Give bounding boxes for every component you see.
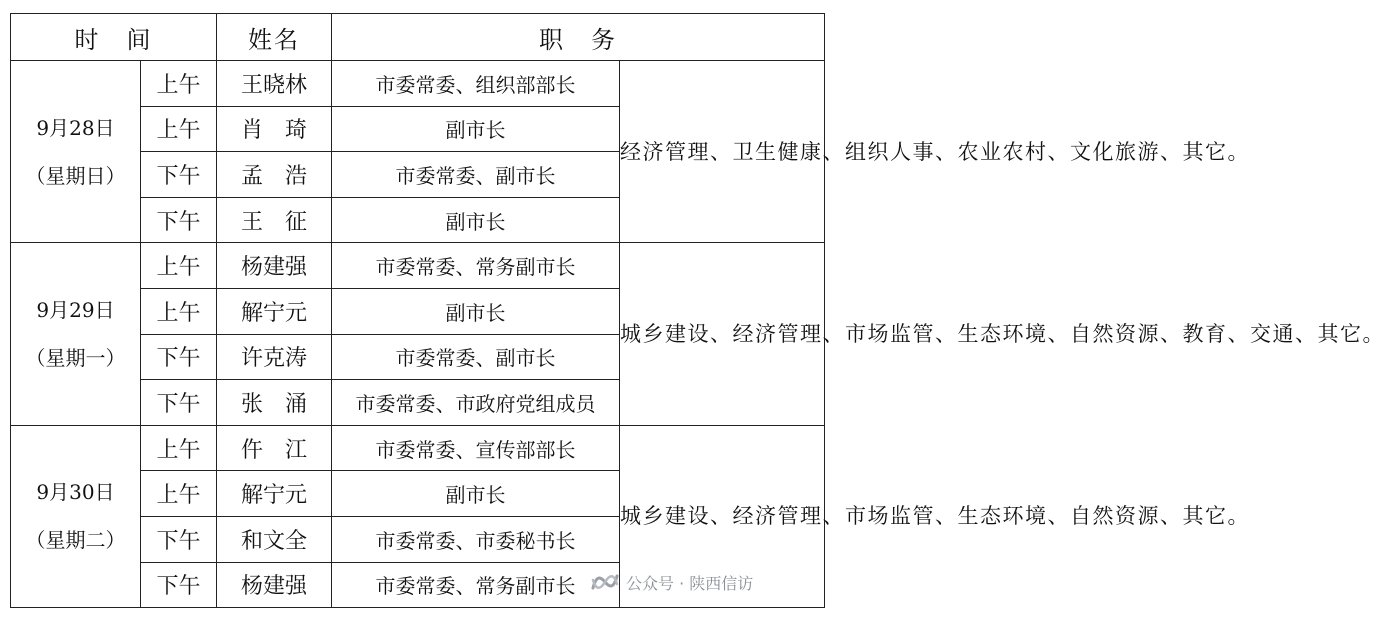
header-role: 职 务: [332, 14, 825, 61]
role-cell: 市委常委、市委秘书长: [332, 516, 620, 562]
header-time: 时 间: [11, 14, 217, 61]
role-cell: 市委常委、宣传部部长: [332, 425, 620, 471]
date-cell: [11, 243, 141, 425]
role-cell: 市委常委、组织部部长: [332, 61, 620, 107]
period-cell: 上午: [141, 243, 217, 289]
date-text: 9月30日: [36, 480, 115, 505]
name-cell: 王晓林: [217, 61, 332, 107]
weekday-text: （星期一）: [25, 346, 126, 371]
name-cell: 仵 江: [217, 425, 332, 471]
name-cell: 张 涌: [217, 380, 332, 426]
name-cell: 孟 浩: [217, 152, 332, 198]
role-cell: 副市长: [332, 288, 620, 334]
table-row: [11, 243, 825, 289]
role-cell: 市委常委、常务副市长: [332, 243, 620, 289]
period-cell: 上午: [141, 106, 217, 152]
period-cell: 上午: [141, 288, 217, 334]
header-name: 姓名: [217, 14, 332, 61]
name-cell: 王 征: [217, 197, 332, 243]
date-text: 9月28日: [36, 115, 115, 140]
date-cell: [11, 61, 141, 243]
name-cell: 和文全: [217, 516, 332, 562]
table-row: [11, 61, 825, 107]
period-cell: 下午: [141, 152, 217, 198]
schedule-table: [10, 13, 1385, 608]
header-row: [11, 14, 825, 61]
name-cell: 解宁元: [217, 471, 332, 517]
watermark-text: 公众号 · 陕西信访: [626, 573, 754, 593]
period-cell: 上午: [141, 471, 217, 517]
responsibility-cell: 城乡建设、经济管理、市场监管、生态环境、自然资源、其它。: [620, 425, 825, 607]
period-cell: 下午: [141, 334, 217, 380]
role-cell: 副市长: [332, 106, 620, 152]
date-text: 9月29日: [36, 298, 115, 323]
role-cell: 市委常委、市政府党组成员: [332, 380, 620, 426]
period-cell: 下午: [141, 562, 217, 608]
weekday-text: （星期日）: [25, 163, 126, 188]
role-cell: 市委常委、副市长: [332, 152, 620, 198]
name-cell: 杨建强: [217, 243, 332, 289]
period-cell: 上午: [141, 425, 217, 471]
date-cell: [11, 425, 141, 607]
period-cell: 下午: [141, 516, 217, 562]
responsibility-cell: 经济管理、卫生健康、组织人事、农业农村、文化旅游、其它。: [620, 61, 825, 243]
role-cell: 副市长: [332, 197, 620, 243]
name-cell: 杨建强: [217, 562, 332, 608]
name-cell: 肖 琦: [217, 106, 332, 152]
role-cell: 市委常委、副市长: [332, 334, 620, 380]
period-cell: 上午: [141, 61, 217, 107]
period-cell: 下午: [141, 197, 217, 243]
period-cell: 下午: [141, 380, 217, 426]
weekday-text: （星期二）: [25, 528, 126, 553]
watermark: [590, 570, 753, 594]
responsibility-cell: 城乡建设、经济管理、市场监管、生态环境、自然资源、教育、交通、其它。: [620, 243, 825, 425]
role-cell: 市委常委、常务副市长: [332, 562, 620, 608]
role-cell: 副市长: [332, 471, 620, 517]
wechat-channel-icon: [590, 570, 620, 594]
name-cell: 许克涛: [217, 334, 332, 380]
name-cell: 解宁元: [217, 288, 332, 334]
table-row: [11, 425, 825, 471]
